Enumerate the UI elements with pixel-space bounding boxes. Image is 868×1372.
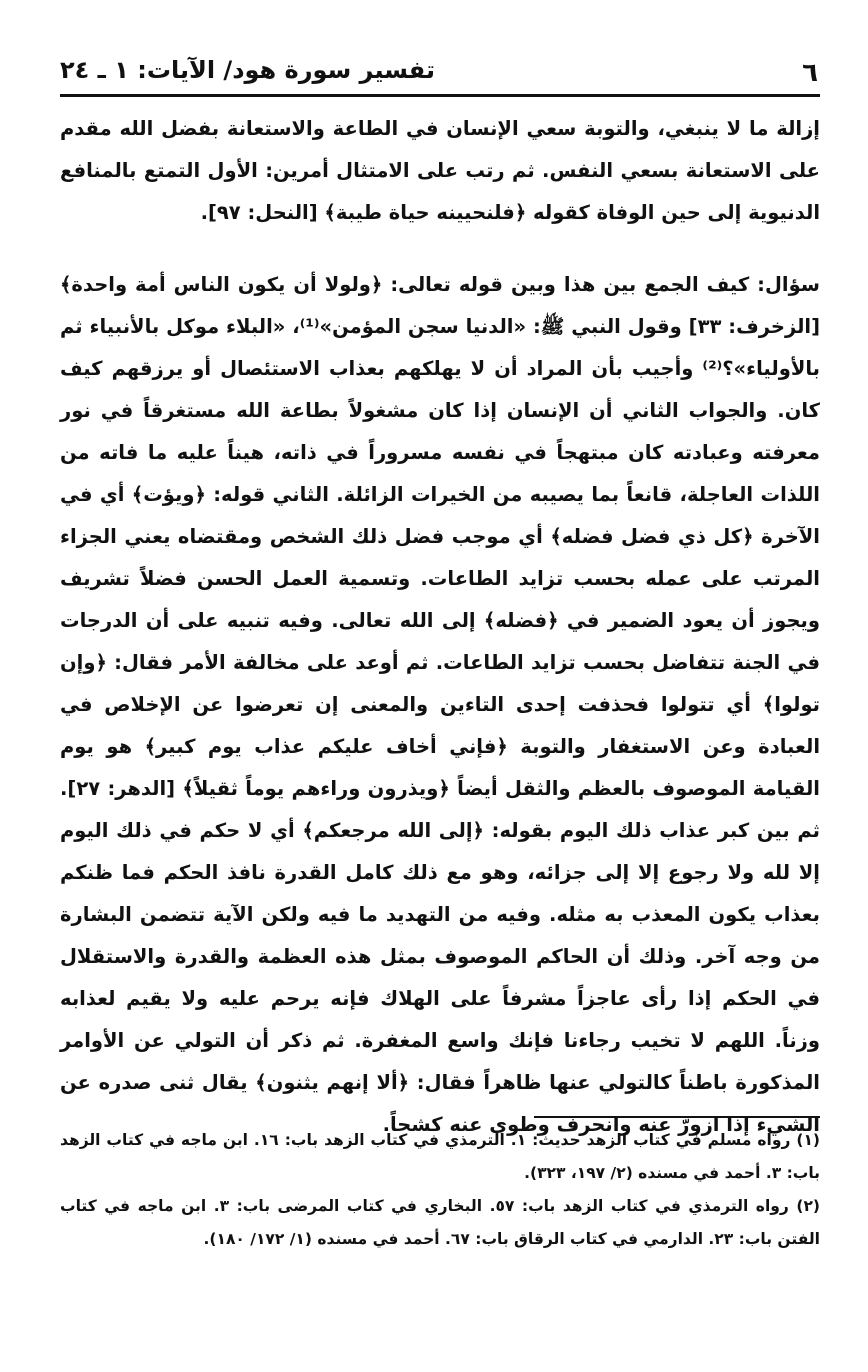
- paragraph-1: إزالة ما لا ينبغي، والتوبة سعي الإنسان في الطاعة والاستعانة بفضل الله مقدم على الاستعانة بسعي النفس. ثم رتب على الامتثال أمرين: الأول التمتع بالمنافع الدنيوية إلى حين الوفاة كقوله ﴿فلنحيينه حياة طيبة﴾ [النحل: ٩٧].: [60, 117, 820, 224]
- footnote-2: (٢) رواه الترمذي في كتاب الزهد باب: ٥٧. البخاري في كتاب المرضى باب: ٣. ابن ماجه في كتاب الفتن باب: ٢٣. الدارمي في كتاب الرقاق باب: ٦٧. أحمد في مسنده (١/ ١٧٢/ ١٨٠).: [60, 1197, 820, 1248]
- footnote-separator: [534, 1116, 820, 1118]
- main-text: [60, 108, 820, 1146]
- footnotes: [60, 1124, 820, 1256]
- footnote-1: (١) رواه مسلم في كتاب الزهد حديث: ١. الترمذي في كتاب الزهد باب: ١٦. ابن ماجه في كتاب الزهد باب: ٣. أحمد في مسنده (٢/ ١٩٧، ٣٢٣).: [60, 1131, 821, 1182]
- page-header: [60, 52, 820, 97]
- running-title: تفسير سورة هود/ الآيات: ١ ـ ٢٤: [60, 56, 435, 84]
- paragraph-2: سؤال: كيف الجمع بين هذا وبين قوله تعالى: ﴿ولولا أن يكون الناس أمة واحدة﴾ [الزخرف: ٣٣] وقول النبي ﷺ: «الدنيا سجن المؤمن»⁽¹⁾، «البلاء موكل بالأنبياء ثم بالأولياء»؟⁽²⁾ وأجيب بأن المراد أن لا يهلكهم بعذاب الاستئصال أو يرزقهم كيف كان. والجواب الثاني أن الإنسان إذا كان مشغولاً بطاعة الله مستغرقاً في نور معرفته وعبادته كان مبتهجاً في نفسه مسروراً في ذاته، هيناً عليه ما فاته من اللذات العاجلة، قانعاً بما يصيبه من الخيرات الزائلة. الثاني قوله: ﴿ويؤت﴾ أي في الآخرة ﴿كل ذي فضل فضله﴾ أي موجب فضل ذلك الشخص ومقتضاه يعني الجزاء المرتب على عمله بحسب تزايد الطاعات. وتسمية العمل الحسن فضلاً تشريف ويجوز أن يعود الضمير في ﴿فضله﴾ إلى الله تعالى. وفيه تنبيه على أن الدرجات في الجنة تتفاضل بحسب تزايد الطاعات. ثم أوعد على مخالفة الأمر فقال: ﴿وإن تولوا﴾ أي تتولوا فحذفت إحدى التاءين والمعنى إن تعرضوا عن الإخلاص في العبادة وعن الاستغفار والتوبة ﴿فإني أخاف عليكم عذاب يوم كبير﴾ هو يوم القيامة الموصوف بالعظم والثقل أيضاً ﴿ويذرون وراءهم يوماً ثقيلاً﴾ [الدهر: ٢٧]. ثم بين كبر عذاب ذلك اليوم بقوله: ﴿إلى الله مرجعكم﴾ أي لا حكم في ذلك اليوم إلا لله ولا رجوع إلا إلى جزائه، وهو مع ذلك كامل القدرة نافذ الحكم فما ظنكم بعذاب يكون المعذب به مثله. وفيه من التهديد ما فيه ولكن الآية تتضمن البشارة من وجه آخر. وذلك أن الحاكم الموصوف بمثل هذه العظمة والقدرة والاستقلال في الحكم إذا رأى عاجزاً مشرفاً على الهلاك فإنه يرحم عليه ولا يقيم لعذابه وزناً. اللهم لا تخيب رجاءنا فإنك واسع المغفرة. ثم ذكر أن التولي عن الأوامر المذكورة باطناً كالتولي عنها ظاهراً فقال: ﴿ألا إنهم يثنون﴾ يقال ثنى صدره عن الشيء إذا ازورّ عنه وانحرف وطوى عنه كشحاً.: [60, 273, 820, 1136]
- page-number: ٦: [802, 58, 818, 88]
- paragraph-spacer: [60, 234, 820, 264]
